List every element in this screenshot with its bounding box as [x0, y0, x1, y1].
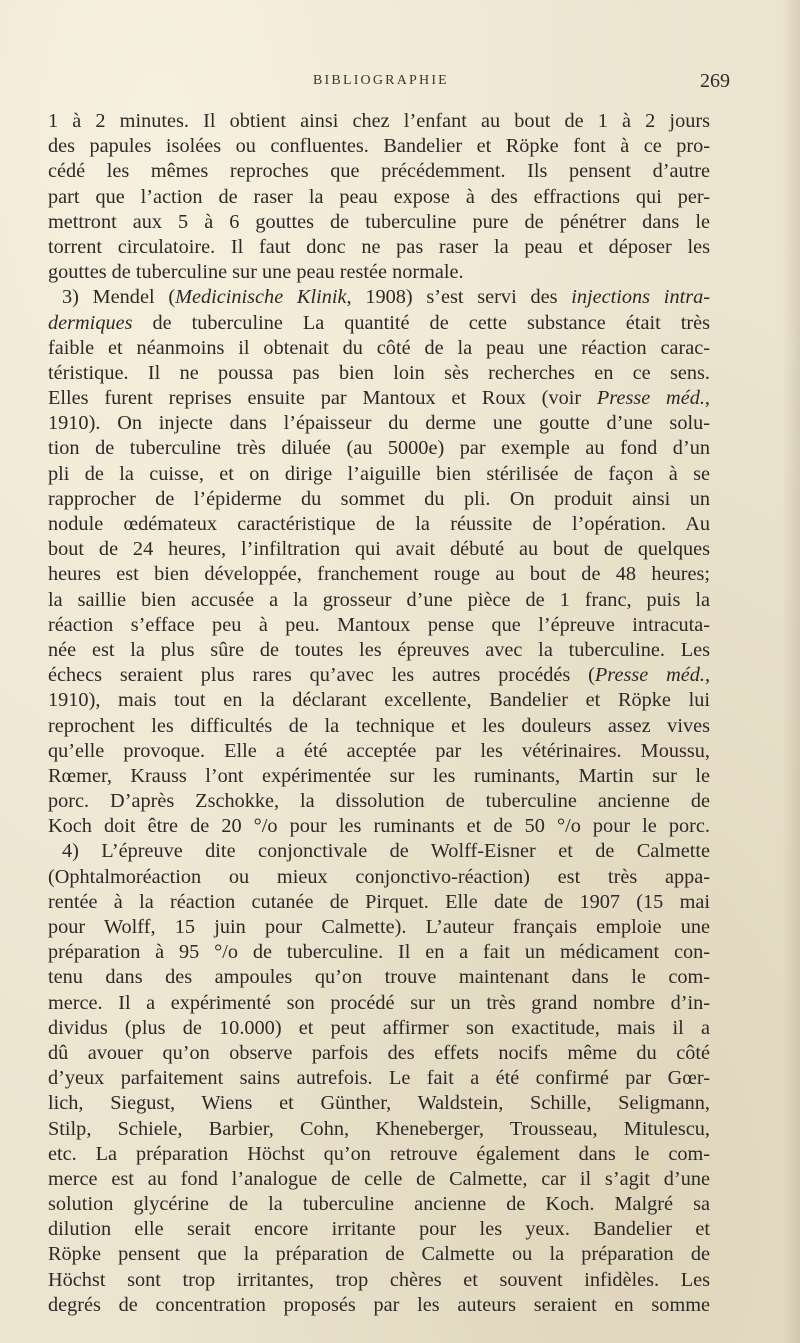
text-line: [48, 285, 710, 310]
text-line: [48, 814, 710, 839]
text-line: [48, 1217, 710, 1242]
text-line: [48, 1117, 710, 1142]
text-run: la saillie bien accusée a la grosseur d’une pièce de 1 franc, puis la: [48, 588, 710, 611]
text-run: dividus (plus de 10.000) et peut affirmer son exactitude, mais il a: [48, 1016, 710, 1039]
text-line: [48, 991, 710, 1016]
text-line: [48, 185, 710, 210]
body-text: [48, 109, 710, 1318]
text-line: [48, 260, 710, 285]
text-line: [48, 940, 710, 965]
text-run: préparation à 95 °/o de tuberculine. Il en a fait un médicament con-: [48, 941, 710, 964]
text-run: dû avouer qu’on observe parfois des effets nocifs même du côté: [48, 1041, 710, 1064]
page-number: 269: [700, 70, 730, 92]
italic-run: Medicinische Klinik: [175, 286, 347, 309]
text-run: de tuberculine La quantité de cette substance était très: [132, 311, 710, 334]
text-run: solution glycérine de la tuberculine ancienne de Koch. Malgré sa: [48, 1193, 710, 1216]
text-line: [48, 1167, 710, 1192]
text-run: lich, Siegust, Wiens et Günther, Waldstein, Schille, Seligmann,: [48, 1092, 710, 1115]
text-line: [48, 210, 710, 235]
text-line: [48, 235, 710, 260]
running-title: BIBLIOGRAPHIE: [313, 73, 449, 88]
text-run: merce. Il a expérimenté son procédé sur un très grand nombre d’in-: [48, 991, 710, 1014]
text-run: rentée à la réaction cutanée de Pirquet. Elle date de 1907 (15 mai: [48, 890, 710, 913]
text-line: [48, 688, 710, 713]
text-line: [48, 915, 710, 940]
text-line: [48, 764, 710, 789]
text-run: , 1908) s’est servi des: [346, 286, 572, 309]
text-line: [48, 1293, 710, 1318]
text-run: téristique. Il ne poussa pas bien loin sès recherches en ce sens.: [48, 361, 710, 384]
text-line: [48, 462, 710, 487]
text-run: bout de 24 heures, l’infiltration qui avait débuté au bout de quelques: [48, 538, 710, 561]
text-run: gouttes de tuberculine sur une peau restée normale.: [48, 261, 464, 284]
text-run: Rœmer, Krauss l’ont expérimentée sur les ruminants, Martin sur le: [48, 764, 710, 787]
text-line: [48, 512, 710, 537]
text-line: [48, 134, 710, 159]
text-line: [48, 588, 710, 613]
text-line: [48, 789, 710, 814]
text-run: reprochent les difficultés de la technique et les douleurs assez vives: [48, 714, 710, 737]
text-run: tion de tuberculine très diluée (au 5000e) par exemple au fond d’un: [48, 437, 710, 460]
text-run: d’yeux parfaitement sains autrefois. Le fait a été confirmé par Gœr-: [48, 1067, 710, 1090]
text-line: [48, 1242, 710, 1267]
text-line: [48, 839, 710, 864]
italic-run: injections intra-: [571, 286, 711, 309]
text-run: qu’elle provoque. Elle a été acceptée par les vétérinaires. Moussu,: [48, 739, 710, 762]
text-run: réaction s’efface peu à peu. Mantoux pense que l’épreuve intracuta-: [48, 613, 710, 636]
text-line: [48, 537, 710, 562]
text-line: [48, 487, 710, 512]
text-run: merce est au fond l’analogue de celle de Calmette, car il s’agit d’une: [48, 1167, 710, 1190]
text-run: 4) L’épreuve dite conjonctivale de Wolff-Eisner et de Calmette: [62, 840, 710, 863]
text-run: échecs seraient plus rares qu’avec les autres procédés (: [48, 664, 595, 687]
text-run: (Ophtalmoréaction ou mieux conjonctivo-réaction) est très appa-: [48, 865, 710, 888]
text-line: [48, 965, 710, 990]
text-line: [48, 411, 710, 436]
text-run: Höchst sont trop irritantes, trop chères et souvent infidèles. Les: [48, 1268, 710, 1291]
text-run: 3) Mendel (: [62, 286, 176, 309]
text-line: [48, 1016, 710, 1041]
text-run: heures est bien développée, franchement rouge au bout de 48 heures;: [48, 563, 710, 586]
text-run: pli de la cuisse, et on dirige l’aiguille bien stérilisée de façon à se: [48, 462, 710, 485]
text-run: Röpke pensent que la préparation de Calmette ou la préparation de: [48, 1243, 710, 1266]
text-run: cédé les mêmes reproches que précédemment. Ils pensent d’autre: [48, 160, 710, 183]
text-run: pour Wolff, 15 juin pour Calmette). L’auteur français emploie une: [48, 916, 710, 938]
text-line: [48, 1192, 710, 1217]
text-line: [48, 890, 710, 915]
text-line: [48, 1268, 710, 1293]
text-run: 1910). On injecte dans l’épaisseur du derme une goutte d’une solu-: [48, 412, 710, 435]
text-line: [48, 1066, 710, 1091]
text-line: [48, 638, 710, 663]
text-run: Stilp, Schiele, Barbier, Cohn, Kheneberger, Trousseau, Mitulescu,: [48, 1117, 710, 1140]
text-line: [48, 562, 710, 587]
text-line: [48, 109, 710, 134]
text-run: tenu dans des ampoules qu’on trouve maintenant dans le com-: [48, 966, 710, 989]
text-run: rapprocher de l’épiderme du sommet du pli. On produit ainsi un: [48, 487, 710, 510]
text-run: Koch doit être de 20 °/o pour les ruminants et de 50 °/o pour le porc.: [48, 815, 710, 838]
text-line: [48, 663, 710, 688]
text-line: [48, 436, 710, 461]
text-run: dilution elle serait encore irritante pour les yeux. Bandelier et: [48, 1218, 710, 1241]
italic-run: Presse méd.: [594, 664, 705, 687]
text-run: Elles furent reprises ensuite par Mantoux et Roux (voir: [48, 387, 597, 410]
text-run: née est la plus sûre de toutes les épreuves avec la tuberculine. Les: [48, 638, 710, 661]
italic-run: dermiques: [48, 311, 133, 334]
text-line: [48, 386, 710, 411]
text-line: [48, 361, 710, 386]
text-run: porc. D’après Zschokke, la dissolution de tuberculine ancienne de: [48, 790, 710, 813]
text-line: [48, 159, 710, 184]
text-run: etc. La préparation Höchst qu’on retrouve également dans le com-: [48, 1142, 710, 1165]
italic-run: Presse méd.: [596, 387, 705, 410]
text-run: mettront aux 5 à 6 gouttes de tuberculine pure de pénétrer dans le: [48, 210, 710, 233]
text-run: degrés de concentration proposés par les auteurs seraient en somme: [48, 1293, 710, 1316]
text-run: torrent circulatoire. Il faut donc ne pas raser la peau et déposer les: [48, 235, 710, 258]
text-line: [48, 311, 710, 336]
text-line: [48, 336, 710, 361]
text-line: [48, 714, 710, 739]
text-run: faible et néanmoins il obtenait du côté de la peau une réaction carac-: [48, 336, 710, 359]
text-run: ,: [704, 664, 711, 687]
text-run: 1 à 2 minutes. Il obtient ainsi chez l’enfant au bout de 1 à 2 jours: [48, 110, 710, 132]
text-run: des papules isolées ou confluentes. Bandelier et Röpke font à ce pro-: [48, 135, 710, 158]
text-line: [48, 1041, 710, 1066]
text-line: [48, 613, 710, 638]
text-line: [48, 865, 710, 890]
text-run: 1910), mais tout en la déclarant excellente, Bandelier et Röpke lui: [48, 689, 710, 712]
text-run: part que l’action de raser la peau expose à des effractions qui per-: [48, 185, 710, 208]
text-run: ,: [704, 387, 710, 410]
text-line: [48, 1142, 710, 1167]
text-run: nodule œdémateux caractéristique de la réussite de l’opération. Au: [48, 513, 710, 535]
text-line: [48, 739, 710, 764]
text-line: [48, 1091, 710, 1116]
running-head: [48, 70, 772, 92]
page-edge-shadow: [782, 0, 800, 1343]
